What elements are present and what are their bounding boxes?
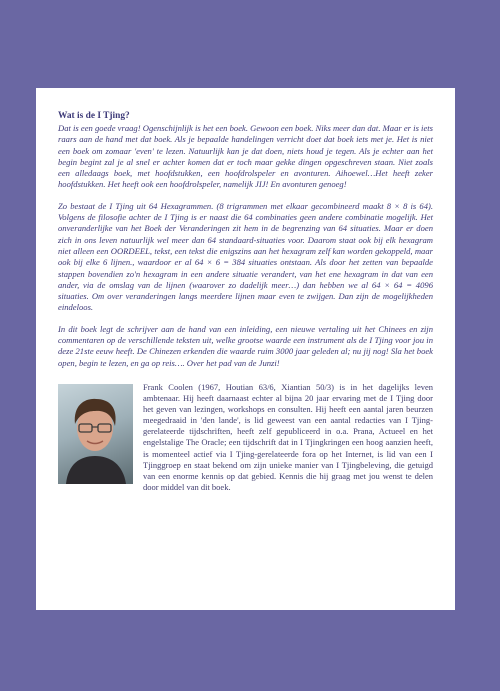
back-cover-page <box>36 88 455 610</box>
author-biography: Frank Coolen (1967, Houtian 63/6, Xiantian 50/3) is in het dagelijks leven ambtenaar. Hij heeft daarnaast echter al bijna 20 jaar ervaring met de I Tjing door het geven van lezingen, workshops en consulten. Hij heeft een aantal jaren beurzen meegedraaid in 'den lande', is lid geweest van een aantal redacties van I Tjing-gerelateerde tijdschriften, heeft zelf gepubliceerd in o.a. Prana, Actueel en het engelstalige The Oracle; een tijdschrift dat in I Tjingkringen een hoog aanzien heeft, is momenteel actief via I Tjing-gerelateerde fora op het Internet, is lid van een I Tjinggroep en staat bekend om zijn unieke manier van I Tjingbeleving, die getuigd van een enorme kennis op dat gebied. Kennis die hij graag met jou wenst te delen door middel van dit boek. <box>143 381 433 492</box>
book-summary-paragraph: In dit boek legt de schrijver aan de hand van een inleiding, een nieuwe vertaling uit het Chinees en zijn commentaren op de verschillende teksten uit, welke grootse waarde een instrument als de I Tjing voor jou in deze 21ste eeuw heeft. De Chinezen erkenden die waarde ruim 3000 jaar geleden al; nu jij nog! Sla het boek open, begin te lezen, en ga op reis…. Over het pad van de Junzi! <box>58 323 433 368</box>
author-photo <box>58 384 133 484</box>
intro-paragraph: Dat is een goede vraag! Ogenschijnlijk is het een boek. Gewoon een boek. Niks meer dan dat. Maar er is iets raars aan de hand met dat boek. Als je bepaalde handelingen verricht doet dat boek iets met je. Het is niet een boek om zomaar 'even' te lezen. Natuurlijk kan je dat doen, niets houd je tegen. Als je echter aan het begin begint zal je al snel er achter komen dat er toch maar gekke dingen opgeschreven staan. Niet zoals een alledaags boek, met hoofdstukken, een hoofdrolspeler en avonturen. Aihoewel…Het heeft zeker hoofdstukken. Het heeft ook een hoofdrolspeler, namelijk JIJ! En avonturen genoeg! <box>58 123 433 190</box>
section-heading: Wat is de I Tjing? <box>58 111 130 121</box>
hexagram-paragraph: Zo bestaat de I Tjing uit 64 Hexagrammen. (8 trigrammen met elkaar gecombineerd maakt 8 × 8 is 64). Volgens de filosofie achter de I Tjing is er naast die 64 combinaties geen andere combinatie mogelijk. Het onveranderlijke van het Boek der Veranderingen zit hem in de begrenzing van 64 situaties. Maar er doen zich in ons leven natuurlijk wel meer dan 64 standaard-situaties voor. Daarom staat ook bij elk hexagram niet alleen een OORDEEL, tekst, een tekst die enigszins aan het hexagram zelf kan worden gekoppeld, maar ook bij elke 6 lijnen., waardoor er al 64 × 6 = 384 situaties ontstaan. Als door het zetten van bepaalde stappen bovendien zo'n hexagram in een andere situatie verandert, van het ene hexagram in dat van een ander, via de omslag van de lijnen (waarover zo dadelijk meer…) dan hebben we al 64 × 64 = 4096 situaties. Om over veranderingen langs meerdere lijnen maar even te zwijgen. Dan zijn de mogelijkheden eindeloos. <box>58 200 433 313</box>
author-section <box>58 382 433 493</box>
